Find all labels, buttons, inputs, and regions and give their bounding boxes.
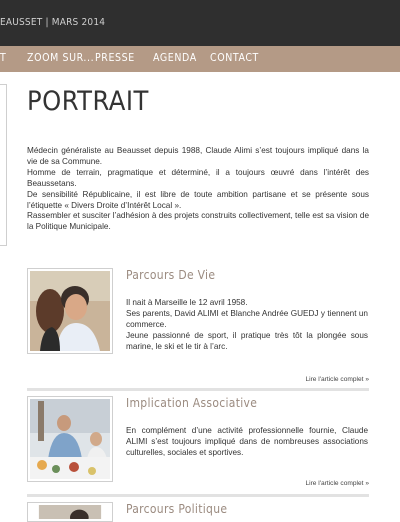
section-title: Parcours Politique [126, 502, 228, 516]
intro-text [27, 146, 369, 233]
politics-photo[interactable] [27, 502, 113, 522]
main-nav [0, 46, 400, 72]
association-photo[interactable] [27, 396, 113, 482]
section-paragraph: Ses parents, David ALIMI et Blanche Andrée GUEDJ y tiennent un commerce. [126, 309, 368, 329]
nav-item-presse[interactable]: PRESSE [95, 52, 135, 64]
intro-paragraph: Médecin généraliste au Beausset depuis 1988, Claude Alimi s’est toujours impliqué dans la vie de sa Commune. [27, 146, 369, 166]
page-title: PORTRAIT [27, 86, 149, 117]
breadcrumb: EAUSSET | MARS 2014 [0, 17, 106, 28]
section-paragraph: En complément d’une activité professionnelle fournie, Claude ALIMI s’est toujours impliqué dans de nombreuses associations culturelles, sociales et sportives. [126, 426, 368, 457]
section-card-parcours-de-vie [27, 268, 369, 388]
section-title: Implication Associative [126, 396, 258, 410]
section-paragraph: Il nait à Marseille le 12 avril 1958. [126, 298, 248, 307]
section-title: Parcours De Vie [126, 268, 216, 282]
portrait-photo[interactable] [27, 268, 113, 354]
top-bar [0, 0, 400, 46]
intro-paragraph: Homme de terrain, pragmatique et déterminé, il a toujours œuvré dans l’intérêt des Beaussetans. [27, 167, 369, 188]
nav-item-zoom-sur[interactable]: ZOOM SUR... [27, 52, 95, 64]
sidebar-edge [0, 84, 7, 246]
portrait-photo-image [30, 271, 110, 351]
section-divider [27, 388, 369, 391]
nav-item-portrait[interactable]: T [0, 52, 7, 64]
intro-paragraph: Rassembler et susciter l’adhésion à des projets construits collectivement, telle est sa vision de la Politique Municipale. [27, 211, 369, 232]
section-card-implication-associative [27, 396, 369, 490]
section-text [126, 425, 368, 458]
section-text [126, 297, 368, 352]
nav-item-agenda[interactable]: AGENDA [153, 52, 197, 64]
section-card-parcours-politique [27, 502, 369, 522]
read-more-link[interactable]: Lire l'article complet » [305, 480, 369, 487]
section-paragraph: Jeune passionné de sport, il pratique très tôt la plongée sous marine, le ski et le tir à l’arc. [126, 331, 368, 351]
section-divider [27, 494, 369, 497]
association-photo-image [30, 399, 110, 479]
intro-paragraph: De sensibilité Républicaine, il est libre de toute ambition partisane et se présente sous l’étiquette « Divers Droite d’Intérêt Local ». [27, 189, 369, 210]
nav-item-contact[interactable]: CONTACT [210, 52, 259, 64]
politics-photo-image [30, 505, 110, 519]
read-more-link[interactable]: Lire l'article complet » [305, 376, 369, 383]
